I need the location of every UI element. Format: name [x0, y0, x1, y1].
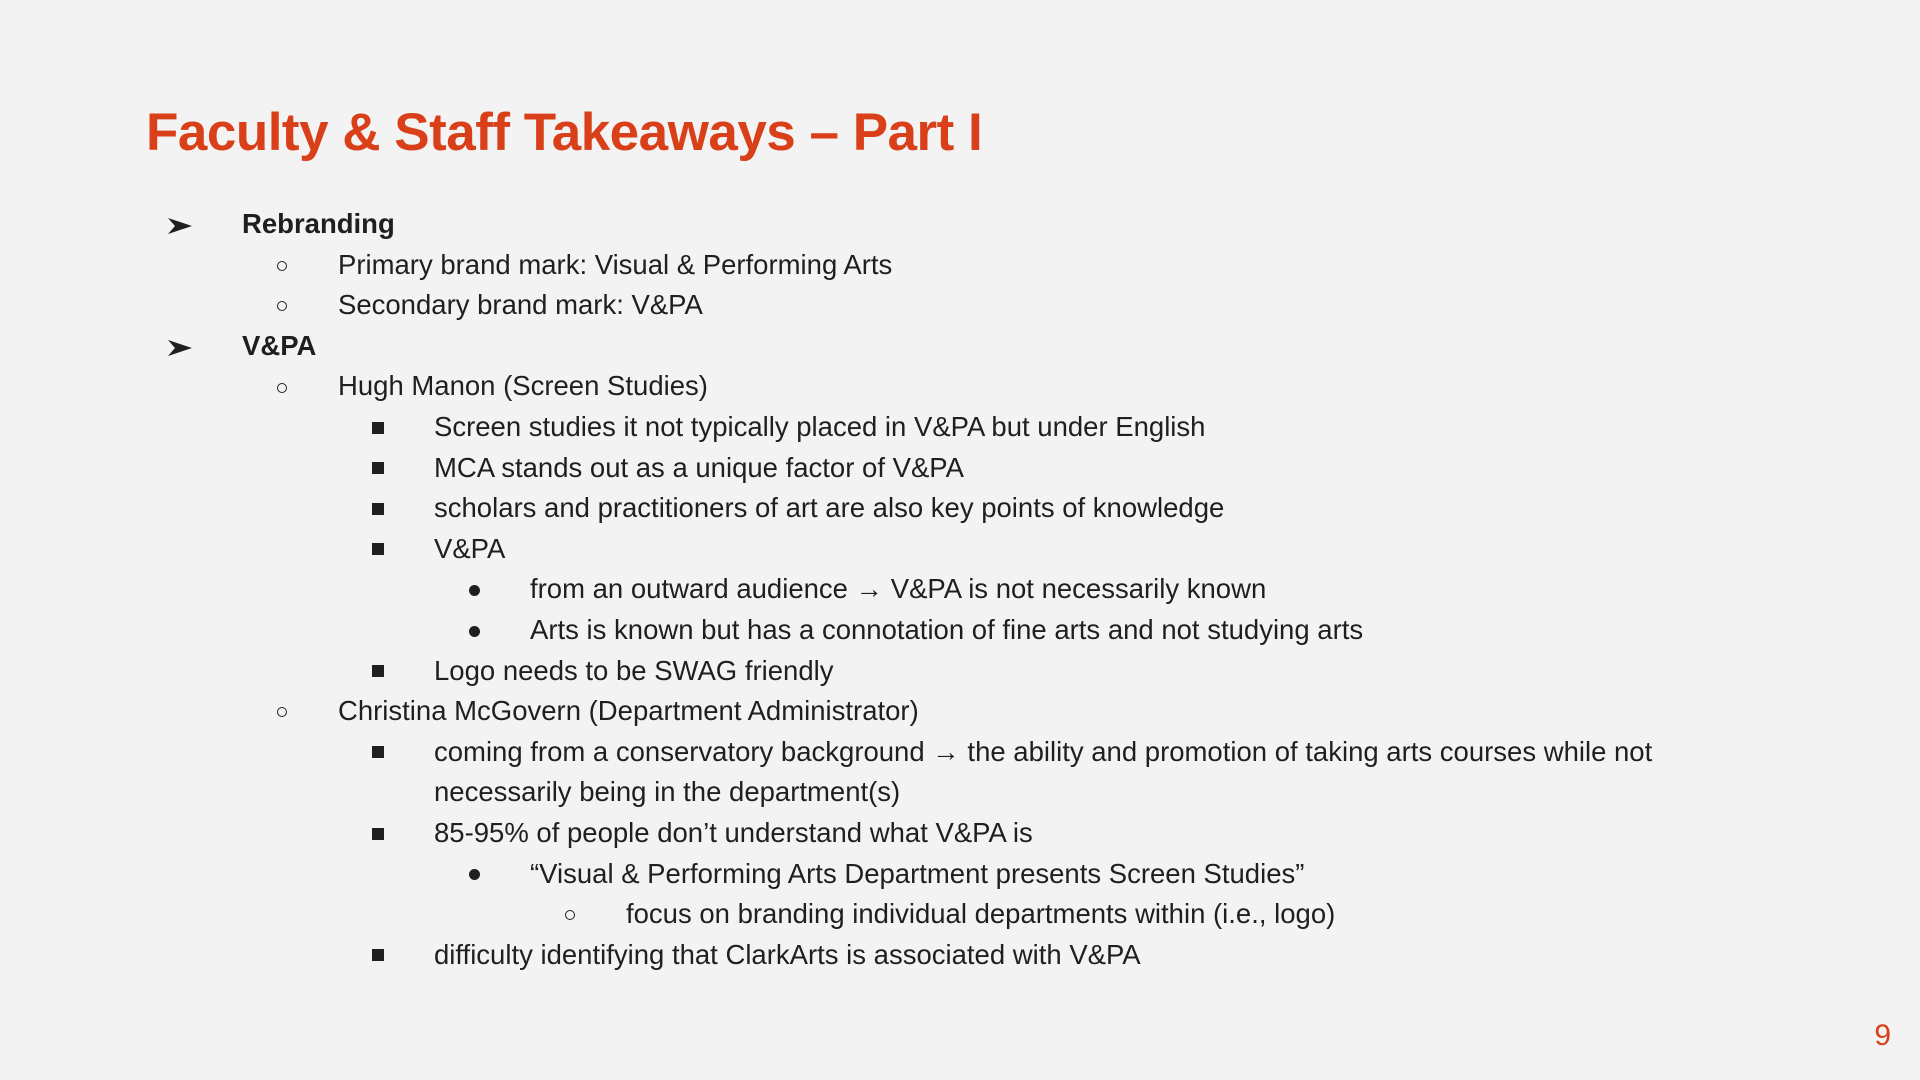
square-bullet-icon: [358, 529, 398, 570]
list-item: [0, 407, 1920, 448]
list-item-text: 85-95% of people don’t understand what V&PA is: [434, 816, 1033, 848]
hollow-circle-bullet-icon: [262, 245, 302, 286]
list-item: [0, 732, 1920, 813]
list-item: [0, 691, 1920, 732]
list-item-text: difficulty identifying that ClarkArts is associated with V&PA: [434, 938, 1141, 970]
list-item: [0, 935, 1920, 976]
arrow-bullet-icon: [160, 204, 200, 245]
square-bullet-icon: [358, 488, 398, 529]
section-heading-vpa: V&PA: [242, 329, 317, 361]
list-item: [0, 204, 1920, 245]
list-item-text: from an outward audience → V&PA is not necessarily known: [530, 573, 1267, 605]
list-item-text: MCA stands out as a unique factor of V&PA: [434, 451, 964, 483]
list-item-text: “Visual & Performing Arts Department presents Screen Studies”: [530, 857, 1305, 889]
list-item: [0, 366, 1920, 407]
page-number: 9: [1874, 1019, 1891, 1052]
hollow-circle-bullet-icon: [262, 285, 302, 326]
square-bullet-icon: [358, 813, 398, 854]
list-item: [0, 894, 1920, 935]
square-bullet-icon: [358, 732, 398, 773]
slide-title: Faculty & Staff Takeaways – Part I: [146, 103, 983, 162]
list-item: [0, 610, 1920, 651]
list-item: [0, 854, 1920, 895]
list-item-text: Screen studies it not typically placed in V&PA but under English: [434, 410, 1206, 442]
square-bullet-icon: [358, 407, 398, 448]
list-item: [0, 813, 1920, 854]
list-item: [0, 529, 1920, 570]
list-item-text: Primary brand mark: Visual & Performing Arts: [338, 248, 893, 280]
list-item: [0, 569, 1920, 610]
list-item: [0, 326, 1920, 367]
person-label-hugh: Hugh Manon (Screen Studies): [338, 370, 708, 402]
section-heading-rebranding: Rebranding: [242, 208, 395, 239]
hollow-circle-bullet-icon: [550, 894, 590, 935]
list-item-text: Secondary brand mark: V&PA: [338, 289, 703, 321]
hollow-circle-bullet-icon: [262, 366, 302, 407]
list-item-text: scholars and practitioners of art are also key points of knowledge: [434, 492, 1225, 524]
list-item: [0, 285, 1920, 326]
square-bullet-icon: [358, 448, 398, 489]
square-bullet-icon: [358, 935, 398, 976]
list-item-text: Logo needs to be SWAG friendly: [434, 654, 834, 686]
list-item: [0, 245, 1920, 286]
list-item: [0, 651, 1920, 692]
hollow-circle-bullet-icon: [262, 691, 302, 732]
filled-dot-bullet-icon: [454, 569, 494, 610]
person-label-christina: Christina McGovern (Department Administrator): [338, 695, 919, 727]
filled-dot-bullet-icon: [454, 610, 494, 651]
arrow-bullet-icon: [160, 326, 200, 367]
list-item: [0, 448, 1920, 489]
list-item: [0, 488, 1920, 529]
list-item-text: V&PA: [434, 532, 506, 564]
square-bullet-icon: [358, 651, 398, 692]
filled-dot-bullet-icon: [454, 854, 494, 895]
list-item-text: focus on branding individual departments within (i.e., logo): [626, 898, 1336, 930]
list-item-text: coming from a conservatory background → the ability and promotion of taking arts courses while not necessarily being in the department(s): [434, 735, 1653, 808]
list-item-text: Arts is known but has a connotation of fine arts and not studying arts: [530, 613, 1364, 645]
outline-list: [0, 204, 1920, 975]
